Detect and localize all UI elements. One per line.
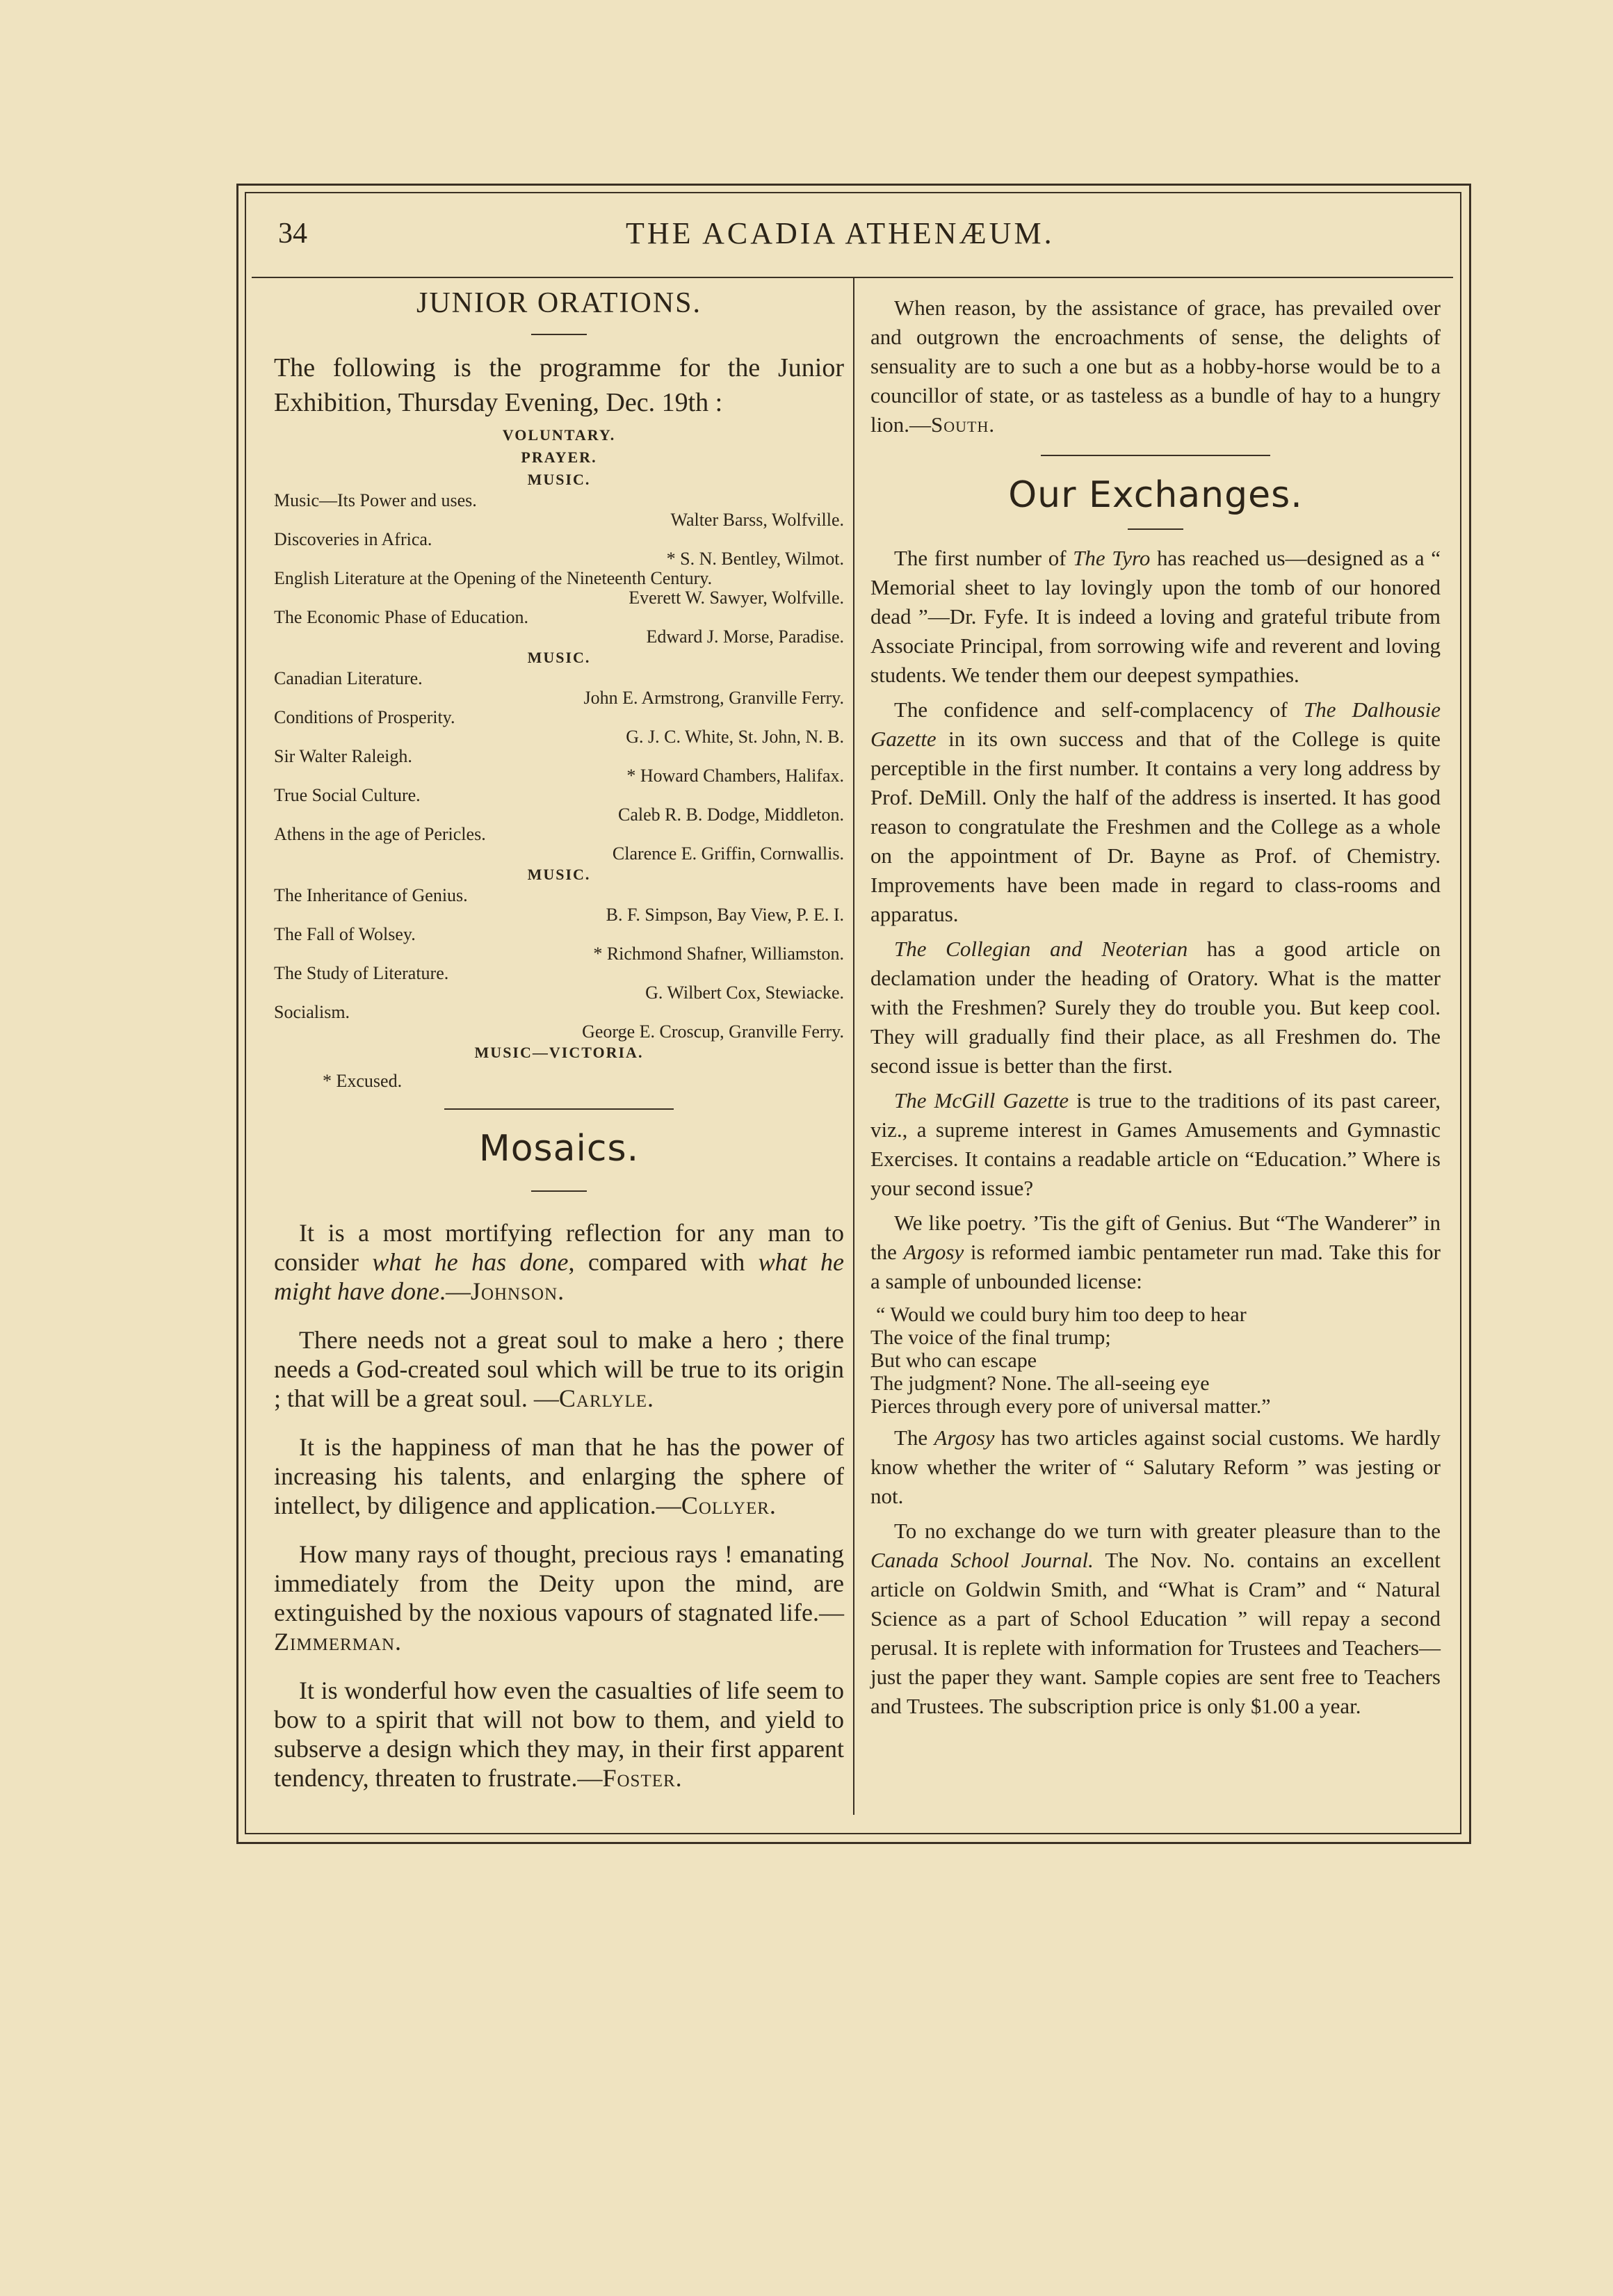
oration-title: Socialism. <box>274 1002 350 1022</box>
program-item <box>274 786 844 825</box>
oration-title: The Inheritance of Genius. <box>274 885 468 905</box>
mosaic-quote-carlyle: There needs not a great soul to make a hero ; there needs a God-created soul which will be true to its origin ; that will be a great soul. —Carlyle. <box>274 1326 844 1412</box>
page-number: 34 <box>278 218 307 250</box>
oration-speaker: Walter Barss, Wolfville. <box>670 510 844 530</box>
oration-title: The Study of Literature. <box>274 963 449 983</box>
exchange-argosy-customs: The Argosy has two articles against social customs. We hardly know whether the writer of “ Salutary Reform ” was jesting or not. <box>870 1425 1441 1508</box>
oration-title: Conditions of Prosperity. <box>274 707 455 727</box>
program-item <box>274 925 844 964</box>
oration-speaker: Clarence E. Griffin, Cornwallis. <box>612 843 844 864</box>
title-rule <box>531 334 587 335</box>
program-item <box>274 964 844 1003</box>
program-item <box>274 491 844 530</box>
mosaics-title: Mosaics. <box>478 1128 640 1170</box>
exchange-argosy-poetry: We like poetry. ’Tis the gift of Genius. But “The Wanderer” in the Argosy is reformed iambic pentameter run mad. Take this for a sample of unbounded license: <box>870 1211 1441 1293</box>
oration-title: Music—Its Power and uses. <box>274 490 477 510</box>
title-rule <box>531 1190 587 1192</box>
music-label: MUSIC. <box>527 866 591 883</box>
oration-speaker: * Howard Chambers, Halifax. <box>626 766 844 786</box>
mosaic-quote-zimmerman: How many rays of thought, precious rays ! emanating immediately from the Deity upon the mind, are extinguished by the noxious vapours of stagnated life.—Zimmerman. <box>274 1540 844 1656</box>
left-column <box>274 278 844 1793</box>
oration-title: Discoveries in Africa. <box>274 529 432 549</box>
program-item <box>274 608 844 647</box>
exchange-tyro: The first number of The Tyro has reached us—designed as a “ Memorial sheet to lay lovingly upon the tomb of our honored dead ”—Dr. Fyfe. It is indeed a loving and grateful tribute from Associate Principal, from sorrowing wife and reverent and loving students. We tender them our deepest sympathies. <box>870 546 1441 687</box>
journal-title: THE ACADIA ATHENÆUM. <box>626 216 1055 250</box>
program-item <box>274 530 844 569</box>
oration-title: English Literature at the Opening of the Nineteenth Century. <box>274 568 713 588</box>
verse-line: “ Would we could bury him too deep to hear <box>876 1303 1247 1326</box>
mosaic-quote-johnson: It is a most mortifying reflection for any man to consider what he has done, compared with what he might have done.—Johnson. <box>274 1219 844 1305</box>
mosaic-quote-collyer: It is the happiness of man that he has the power of increasing his talents, and enlarging the sphere of intellect, by diligence and application.—Collyer. <box>274 1433 844 1519</box>
closing-music-label: MUSIC—VICTORIA. <box>474 1044 644 1061</box>
voluntary-label: VOLUNTARY. <box>502 426 616 444</box>
exchange-mcgill: The McGill Gazette is true to the traditions of its past career, viz., a supreme interest in Games Amusements and Gymnastic Exercises. It contains a readable article on “Education.” Where is your second issue? <box>870 1088 1441 1200</box>
verse-line: The judgment? None. The all-seeing eye <box>870 1372 1210 1395</box>
right-column <box>870 278 1441 1721</box>
program-item <box>274 1003 844 1042</box>
program-item <box>274 747 844 786</box>
oration-speaker: Caleb R. B. Dodge, Middleton. <box>618 805 844 825</box>
program-item <box>274 708 844 747</box>
oration-title: Athens in the age of Pericles. <box>274 824 486 844</box>
program-item <box>274 669 844 708</box>
oration-speaker: John E. Armstrong, Granville Ferry. <box>583 688 844 708</box>
south-quote: When reason, by the assistance of grace, has prevailed over and outgrown the encroachments of sense, the delights of sensuality are to such a one but as a hobby-horse would be to a councillor of state, or as tasteless as a bundle of hay to a hungry lion.—South. <box>870 296 1441 437</box>
oration-title: Sir Walter Raleigh. <box>274 746 412 766</box>
junior-orations-title: JUNIOR ORATIONS. <box>416 287 702 319</box>
program-list <box>274 491 844 1093</box>
excused-footnote: * Excused. <box>323 1071 403 1091</box>
section-rule <box>1041 455 1270 456</box>
oration-speaker: Everett W. Sawyer, Wolfville. <box>629 588 844 608</box>
program-item <box>274 825 844 864</box>
mosaic-quote-foster: It is wonderful how even the casualties of life seem to bow to a spirit that will not bow to them, and yield to subserve a design which they may, in their first apparent tendency, threaten to frustrate.—Foster. <box>274 1676 844 1792</box>
program-item <box>274 569 844 608</box>
music-label: MUSIC. <box>527 471 591 488</box>
program-item <box>274 886 844 925</box>
column-divider <box>853 278 854 1815</box>
oration-speaker: G. Wilbert Cox, Stewiacke. <box>645 983 844 1003</box>
oration-speaker: George E. Croscup, Granville Ferry. <box>582 1021 844 1042</box>
page-header <box>278 209 1460 264</box>
oration-speaker: B. F. Simpson, Bay View, P. E. I. <box>606 905 844 925</box>
oration-title: Canadian Literature. <box>274 668 423 688</box>
oration-title: True Social Culture. <box>274 785 421 805</box>
exchange-collegian: The Collegian and Neoterian has a good article on declamation under the heading of Oratory. What is the matter with the Freshmen? Surely they do trouble you. But keep cool. They will gradually find their place, as all Freshmen do. The second issue is better than the first. <box>870 937 1441 1078</box>
verse-line: Pierces through every pore of universal matter.” <box>870 1395 1271 1418</box>
oration-title: The Fall of Wolsey. <box>274 924 416 944</box>
section-rule <box>444 1108 674 1110</box>
verse-block <box>870 1303 1441 1418</box>
title-rule <box>1128 528 1183 530</box>
orations-intro: The following is the programme for the Junior Exhibition, Thursday Evening, Dec. 19th : <box>274 353 844 417</box>
verse-line: The voice of the final trump; <box>870 1326 1111 1349</box>
verse-line: But who can escape <box>870 1349 1037 1372</box>
oration-title: The Economic Phase of Education. <box>274 607 529 627</box>
music-label: MUSIC. <box>527 649 591 666</box>
exchange-canada-school-journal: To no exchange do we turn with greater pleasure than to the Canada School Journal. The Nov. No. contains an excellent article on Goldwin Smith, and “What is Cram” and “ Natural Science as a part of School Education ” will repay a second perusal. It is replete with information for Trustees and Teachers—just the paper they want. Sample copies are sent free to Teachers and Trustees. The subscription price is only $1.00 a year. <box>870 1519 1441 1718</box>
oration-speaker: G. J. C. White, St. John, N. B. <box>626 727 844 747</box>
exchanges-title: Our Exchanges. <box>1008 474 1303 516</box>
exchange-dalhousie: The confidence and self-complacency of The Dalhousie Gazette in its own success and that of the College is quite perceptible in the first number. It contains a very long address by Prof. DeMill. Only the half of the address is inserted. It has good reason to congratulate the Freshmen and the College as a whole on the appointment of Dr. Bayne as Prof. of Chemistry. Improvements have been made in regard to class-rooms and apparatus. <box>870 697 1441 926</box>
oration-speaker: * Richmond Shafner, Williamston. <box>593 944 844 964</box>
prayer-label: PRAYER. <box>521 448 597 466</box>
oration-speaker: * S. N. Bentley, Wilmot. <box>666 549 844 569</box>
oration-speaker: Edward J. Morse, Paradise. <box>646 626 844 647</box>
